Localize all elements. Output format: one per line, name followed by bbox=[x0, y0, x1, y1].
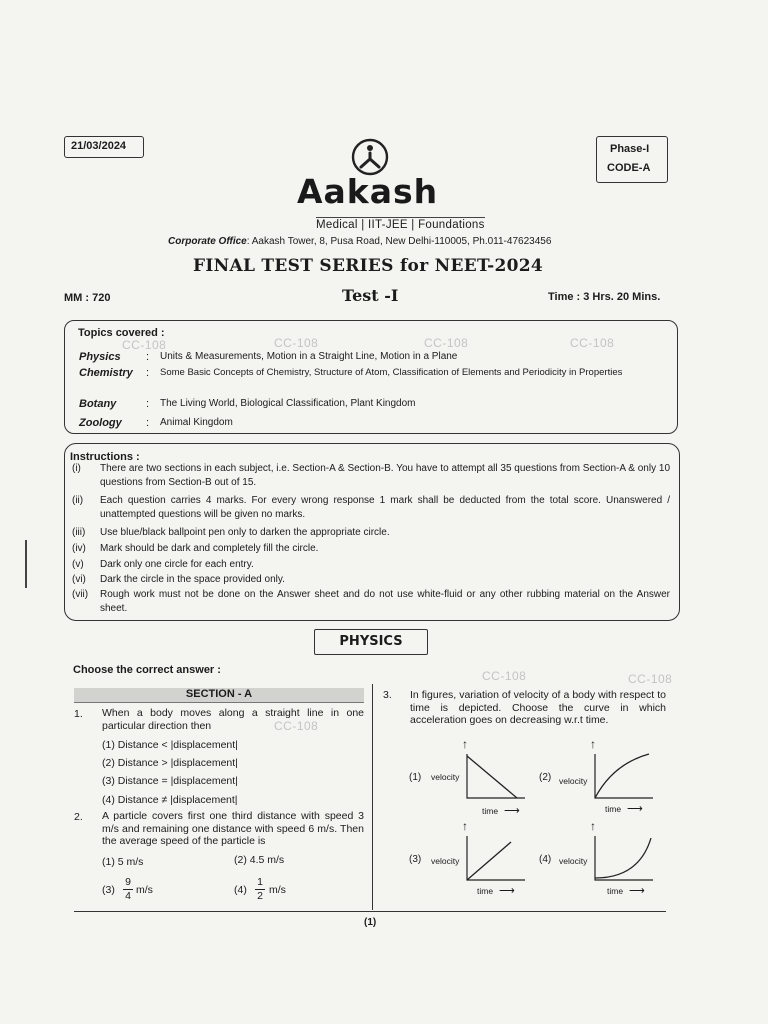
corporate-address: : Aakash Tower, 8, Pusa Road, New Delhi-110005, Ph.011-47623456 bbox=[246, 236, 552, 247]
instruction-text: There are two sections in each subject, i.e. Section-A & Section-B. You have to attempt all 35 questions from Section-A & only 10 questions from Section-B out of 15. bbox=[100, 463, 670, 488]
corporate-label: Corporate Office bbox=[168, 236, 247, 247]
option-label: (4) bbox=[234, 884, 247, 896]
graph-x-label: time bbox=[607, 886, 624, 896]
column-divider bbox=[372, 684, 373, 910]
phase-code-box bbox=[596, 136, 668, 183]
graph-plot bbox=[463, 740, 529, 808]
exam-duration: Time : 3 Hrs. 20 Mins. bbox=[548, 291, 661, 303]
question-number: 2. bbox=[74, 811, 83, 823]
option-unit: m/s bbox=[136, 884, 153, 896]
instruction-text: Use blue/black ballpoint pen only to darken the appropriate circle. bbox=[100, 527, 390, 538]
velocity-time-graph bbox=[535, 737, 663, 820]
graph-option-label: (4) bbox=[539, 854, 552, 865]
instruction-num: (ii) bbox=[72, 495, 84, 506]
answer-option: (1) Distance < |displacement| bbox=[102, 739, 238, 751]
page-number: (1) bbox=[364, 917, 377, 928]
question-text: In figures, variation of velocity of a body with respect to time is depicted. Choose the curve in which acceleration goes on decreasing w.r.t time. bbox=[410, 689, 666, 726]
option-unit: m/s bbox=[269, 884, 286, 896]
topic-subject: Chemistry bbox=[79, 367, 133, 379]
answer-option: (4) Distance ≠ |displacement| bbox=[102, 794, 238, 806]
watermark: CC-108 bbox=[274, 719, 319, 733]
subject-heading: PHYSICS bbox=[339, 634, 403, 649]
answer-option bbox=[102, 876, 172, 904]
subject-heading-box bbox=[314, 629, 428, 655]
exam-title: FINAL TEST SERIES for NEET-2024 bbox=[193, 256, 544, 276]
choose-instruction: Choose the correct answer : bbox=[73, 664, 221, 676]
velocity-time-graph bbox=[405, 737, 533, 820]
instruction-text: Mark should be dark and completely fill the circle. bbox=[100, 543, 319, 554]
topic-text: Units & Measurements, Motion in a Straight Line, Motion in a Plane bbox=[160, 351, 458, 362]
instructions-heading: Instructions : bbox=[70, 451, 140, 463]
question-number: 3. bbox=[383, 689, 392, 701]
instruction-text: Each question carries 4 marks. For every wrong response 1 mark shall be deducted from the total score. Unanswered / unattempted questions will be given no marks. bbox=[100, 495, 670, 520]
section-title: SECTION - A bbox=[185, 688, 253, 700]
up-arrow-icon: ↑ bbox=[462, 737, 468, 751]
fraction-numerator: 9 bbox=[125, 876, 131, 888]
date-text: 21/03/2024 bbox=[71, 140, 127, 152]
aakash-logo-icon bbox=[350, 137, 390, 177]
velocity-curve bbox=[595, 754, 649, 798]
topic-subject: Zoology bbox=[79, 417, 122, 429]
watermark: CC-108 bbox=[482, 669, 527, 683]
velocity-curve bbox=[595, 838, 651, 878]
brand-name: Aakash bbox=[297, 172, 439, 211]
instruction-num: (iii) bbox=[72, 527, 86, 538]
fraction-denominator: 4 bbox=[125, 890, 131, 902]
fraction-numerator: 1 bbox=[257, 876, 263, 888]
up-arrow-icon: ↑ bbox=[462, 819, 468, 833]
instruction-num: (iv) bbox=[72, 543, 86, 554]
instruction-num: (v) bbox=[72, 559, 84, 570]
instruction-num: (i) bbox=[72, 463, 81, 474]
graph-y-label: velocity bbox=[431, 856, 460, 866]
watermark: CC-108 bbox=[122, 338, 167, 352]
option-label: (3) bbox=[102, 884, 115, 896]
scan-margin-mark bbox=[25, 540, 27, 588]
velocity-time-graph bbox=[535, 819, 663, 902]
graph-option-label: (1) bbox=[409, 772, 422, 783]
velocity-curve bbox=[467, 842, 511, 880]
brand-tagline: Medical | IIT-JEE | Foundations bbox=[316, 219, 485, 231]
watermark: CC-108 bbox=[424, 336, 469, 350]
fraction-denominator: 2 bbox=[257, 890, 263, 902]
instruction-text: Rough work must not be done on the Answer sheet and do not use white-fluid or any other rubbing material on the Answer sheet. bbox=[100, 589, 670, 614]
right-arrow-icon: ⟶ bbox=[627, 803, 643, 815]
question-text: A particle covers first one third distance with speed 3 m/s and remaining one distance with speed 6 m/s. Then the average speed of the particle is bbox=[102, 810, 364, 847]
topic-text: Some Basic Concepts of Chemistry, Structure of Atom, Classification of Elements and Periodicity in Properties bbox=[160, 367, 623, 378]
date-box bbox=[64, 136, 144, 158]
velocity-curve bbox=[467, 756, 517, 798]
up-arrow-icon: ↑ bbox=[590, 819, 596, 833]
velocity-time-graph bbox=[405, 819, 533, 902]
graph-plot bbox=[591, 740, 657, 808]
right-arrow-icon: ⟶ bbox=[499, 885, 515, 897]
right-arrow-icon: ⟶ bbox=[629, 885, 645, 897]
graph-x-label: time bbox=[605, 804, 622, 814]
topic-text: The Living World, Biological Classification, Plant Kingdom bbox=[160, 398, 416, 409]
question-number: 1. bbox=[74, 708, 83, 720]
graph-option-label: (3) bbox=[409, 854, 422, 865]
topic-text: Animal Kingdom bbox=[160, 417, 233, 428]
topic-sep: : bbox=[146, 351, 150, 363]
code-text: CODE-A bbox=[607, 162, 651, 174]
footer-rule bbox=[74, 911, 666, 912]
phase-text: Phase-I bbox=[610, 143, 650, 155]
graph-plot bbox=[463, 822, 529, 890]
graph-y-label: velocity bbox=[431, 772, 460, 782]
answer-option bbox=[234, 876, 304, 904]
topic-sep: : bbox=[146, 398, 150, 410]
topic-sep: : bbox=[146, 417, 150, 429]
topics-heading: Topics covered : bbox=[78, 327, 165, 339]
graph-y-label: velocity bbox=[559, 776, 588, 786]
graph-y-label: velocity bbox=[559, 856, 588, 866]
graph-option-label: (2) bbox=[539, 772, 552, 783]
topic-subject: Botany bbox=[79, 398, 117, 410]
instruction-text: Dark only one circle for each entry. bbox=[100, 559, 254, 570]
test-name: Test -I bbox=[342, 286, 399, 305]
right-arrow-icon: ⟶ bbox=[504, 805, 520, 817]
up-arrow-icon: ↑ bbox=[590, 737, 596, 751]
instruction-num: (vi) bbox=[72, 574, 86, 585]
section-banner bbox=[74, 688, 364, 703]
answer-option: (2) Distance > |displacement| bbox=[102, 757, 238, 769]
instruction-num: (vii) bbox=[72, 589, 89, 600]
answer-option: (3) Distance = |displacement| bbox=[102, 775, 238, 787]
topic-subject: Physics bbox=[79, 351, 121, 363]
graph-x-label: time bbox=[482, 806, 499, 816]
watermark: CC-108 bbox=[628, 672, 673, 686]
answer-option: (1) 5 m/s bbox=[102, 856, 144, 868]
graph-plot bbox=[591, 822, 657, 890]
corporate-office bbox=[168, 236, 551, 247]
answer-option: (2) 4.5 m/s bbox=[234, 854, 285, 866]
graph-x-label: time bbox=[477, 886, 494, 896]
max-marks: MM : 720 bbox=[64, 292, 111, 304]
question-text: When a body moves along a straight line in one particular direction then bbox=[102, 707, 364, 732]
topic-sep: : bbox=[146, 367, 150, 379]
instruction-text: Dark the circle in the space provided only. bbox=[100, 574, 285, 585]
watermark: CC-108 bbox=[274, 336, 319, 350]
watermark: CC-108 bbox=[570, 336, 615, 350]
